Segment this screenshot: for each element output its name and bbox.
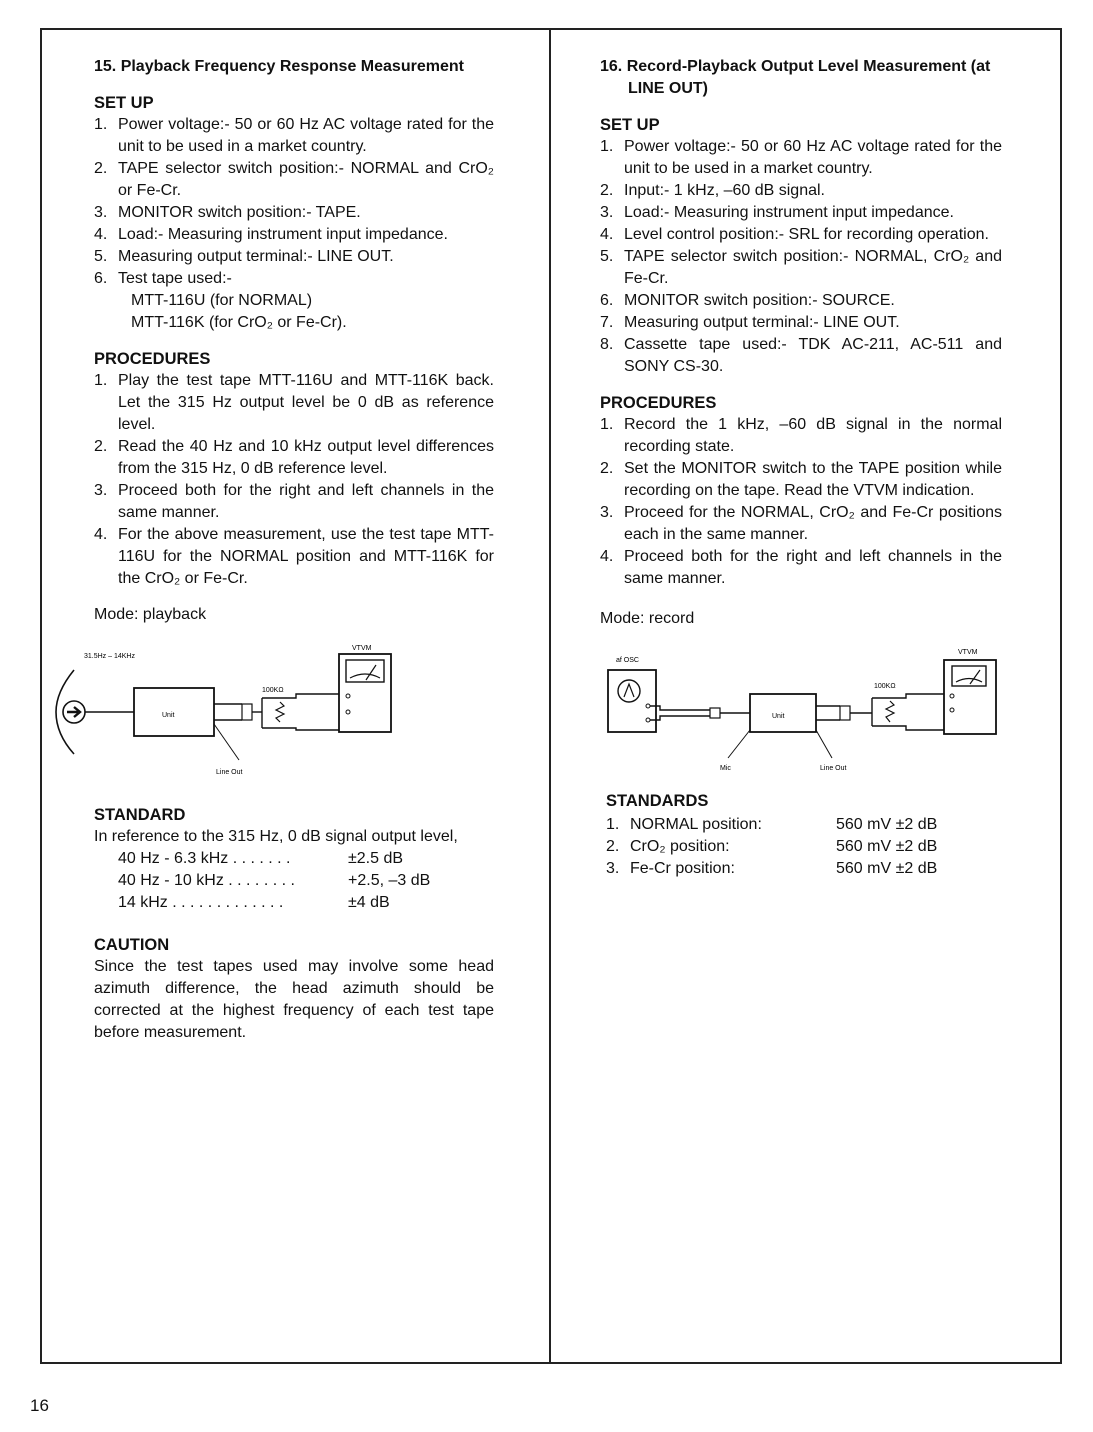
left-setup-item-text: Power voltage:- 50 or 60 Hz AC voltage rated for the unit to be used in a market country. — [118, 116, 494, 155]
left-procedure-item — [94, 480, 494, 524]
standard-range: 14 kHz . . . . . . . . . . . . . — [118, 894, 284, 911]
right-procedure-item-text: Set the MONITOR switch to the TAPE position while recording on the tape. Read the VTVM indication. — [624, 460, 1002, 499]
left-mode: Mode: playback — [94, 606, 207, 623]
test-tape-1: MTT-116U (for NORMAL) — [131, 292, 313, 309]
right-setup-item-number: 1. — [600, 138, 614, 155]
right-procedure-item-number: 1. — [600, 416, 614, 433]
standards-row-value: 560 mV ±2 dB — [836, 860, 938, 877]
left-setup-item-number: 4. — [94, 226, 108, 243]
standards-row — [606, 858, 1002, 880]
left-procedure-item-number: 2. — [94, 438, 108, 455]
right-setup-item — [600, 136, 1002, 180]
right-procedure-item-text: Record the 1 kHz, –60 dB signal in the normal recording state. — [624, 416, 1002, 455]
right-setup-item-number: 8. — [600, 336, 614, 353]
right-setup-item-text: Power voltage:- 50 or 60 Hz AC voltage rated for the unit to be used in a market country. — [624, 138, 1002, 177]
column-divider — [549, 28, 551, 1364]
right-setup-item-text: Level control position:- SRL for recording operation. — [624, 226, 989, 243]
right-procedure-item-number: 4. — [600, 548, 614, 565]
right-procedure-item — [600, 502, 1002, 546]
right-procedure-item-number: 3. — [600, 504, 614, 521]
right-setup-item — [600, 246, 1002, 290]
left-setup-item-text: Measuring output terminal:- LINE OUT. — [118, 248, 394, 265]
page-number: 16 — [30, 1396, 49, 1415]
standards-table — [600, 814, 1002, 880]
left-procedures-heading: PROCEDURES — [94, 350, 211, 368]
standard-range: 40 Hz - 6.3 kHz . . . . . . . — [118, 850, 291, 867]
vtvm-box — [339, 654, 391, 732]
standards-row-label: CrO₂ position: — [630, 838, 730, 855]
test-tape-2: MTT-116K (for CrO₂ or Fe-Cr). — [131, 314, 347, 331]
left-setup-item — [94, 158, 494, 202]
section-16-title: 16. Record-Playback Output Level Measurement (at LINE OUT) — [600, 58, 991, 97]
osc-label: af OSC — [616, 657, 639, 664]
left-setup-item-number: 3. — [94, 204, 108, 221]
right-setup-item-number: 4. — [600, 226, 614, 243]
left-setup-item-number: 6. — [94, 270, 108, 287]
right-setup-item-text: Load:- Measuring instrument input impedance. — [624, 204, 954, 221]
left-setup-item-number: 5. — [94, 248, 108, 265]
left-procedure-item-number: 3. — [94, 482, 108, 499]
left-column — [84, 56, 494, 1044]
left-setup-item-text: MONITOR switch position:- TAPE. — [118, 204, 361, 221]
standards-row-label: Fe-Cr position: — [630, 860, 735, 877]
standard-range: 40 Hz - 10 kHz . . . . . . . . — [118, 872, 295, 889]
left-procedure-item — [94, 524, 494, 590]
right-setup-item-number: 6. — [600, 292, 614, 309]
left-setup-item-number: 1. — [94, 116, 108, 133]
meter-face-icon — [346, 660, 384, 682]
right-procedures-heading: PROCEDURES — [600, 394, 717, 412]
mic-label: Mic — [720, 765, 731, 772]
right-setup-item-text: MONITOR switch position:- SOURCE. — [624, 292, 895, 309]
meter-face-icon-right — [952, 666, 986, 686]
left-procedure-item-text: Play the test tape MTT-116U and MTT-116K back. Let the 315 Hz output level be 0 dB as reference level. — [118, 372, 494, 433]
left-setup-item — [94, 114, 494, 158]
unit-label-right: Unit — [772, 713, 785, 720]
standards-row — [606, 836, 1002, 858]
resistor-label-right: 100KΩ — [874, 683, 896, 690]
right-setup-item-number: 7. — [600, 314, 614, 331]
resistor-label: 100KΩ — [262, 687, 284, 694]
playback-diagram — [34, 632, 494, 792]
playback-diagram-svg — [34, 632, 454, 792]
standard-value: ±2.5 dB — [348, 850, 404, 867]
right-setup-item-number: 5. — [600, 248, 614, 265]
standard-row — [118, 892, 494, 914]
left-setup-item — [94, 268, 494, 290]
right-setup-item-number: 2. — [600, 182, 614, 199]
left-procedure-item-text: For the above measurement, use the test tape MTT-116U for the NORMAL position and MTT-116K for the CrO₂ or Fe-Cr. — [118, 526, 494, 587]
left-setup-item-text: Test tape used:- — [118, 270, 232, 287]
right-mode: Mode: record — [600, 610, 695, 627]
right-procedure-item-text: Proceed for the NORMAL, CrO₂ and Fe-Cr positions each in the same manner. — [624, 504, 1002, 543]
left-setup-item — [94, 246, 494, 268]
right-procedure-item — [600, 414, 1002, 458]
left-procedure-item-text: Read the 40 Hz and 10 kHz output level differences from the 315 Hz, 0 dB reference level. — [118, 438, 494, 477]
left-procedure-item — [94, 436, 494, 480]
standard-row — [118, 870, 494, 892]
line-out-label: Line Out — [216, 769, 243, 776]
standard-value: +2.5, –3 dB — [348, 872, 431, 889]
resistor-symbol — [276, 702, 284, 722]
right-procedure-item — [600, 546, 1002, 590]
right-procedure-item — [600, 458, 1002, 502]
right-setup-item — [600, 334, 1002, 378]
left-procedure-item — [94, 370, 494, 436]
vtvm-label-right: VTVM — [958, 649, 978, 656]
right-column — [600, 56, 1002, 880]
left-procedure-item-number: 1. — [94, 372, 108, 389]
vtvm-label: VTVM — [352, 645, 372, 652]
unit-label: Unit — [162, 712, 175, 719]
right-setup-item — [600, 290, 1002, 312]
right-setup-item-text: Input:- 1 kHz, –60 dB signal. — [624, 182, 825, 199]
record-diagram-svg — [600, 634, 1002, 784]
standard-intro: In reference to the 315 Hz, 0 dB signal output level, — [94, 828, 458, 845]
standard-rows — [94, 848, 494, 914]
left-setup-item-text: TAPE selector switch position:- NORMAL and CrO₂ or Fe-Cr. — [118, 160, 494, 199]
caution-text: Since the test tapes used may involve some head azimuth difference, the head azimuth should be corrected at the highest frequency of each test tape before measurement. — [94, 958, 494, 1041]
resistor-symbol-right — [886, 701, 894, 722]
caution-heading: CAUTION — [94, 936, 170, 954]
left-procedures-list — [94, 370, 494, 590]
standards-heading: STANDARDS — [606, 792, 709, 810]
right-setup-item — [600, 202, 1002, 224]
standards-row — [606, 814, 1002, 836]
left-procedure-item-number: 4. — [94, 526, 108, 543]
left-setup-heading: SET UP — [94, 94, 154, 112]
left-procedure-item-text: Proceed both for the right and left channels in the same manner. — [118, 482, 494, 521]
right-procedures-list — [600, 414, 1002, 590]
right-setup-item-text: TAPE selector switch position:- NORMAL, CrO₂ and Fe-Cr. — [624, 248, 1002, 287]
right-setup-item-number: 3. — [600, 204, 614, 221]
right-setup-item-text: Cassette tape used:- TDK AC-211, AC-511 and SONY CS-30. — [624, 336, 1002, 375]
right-setup-item — [600, 180, 1002, 202]
right-setup-item-text: Measuring output terminal:- LINE OUT. — [624, 314, 900, 331]
left-setup-item — [94, 202, 494, 224]
left-setup-list — [94, 114, 494, 290]
left-setup-item-number: 2. — [94, 160, 108, 177]
standards-row-value: 560 mV ±2 dB — [836, 816, 938, 833]
standards-row-label: NORMAL position: — [630, 816, 762, 833]
left-setup-item-text: Load:- Measuring instrument input impedance. — [118, 226, 448, 243]
arrow-right-icon — [67, 707, 80, 717]
standard-value: ±4 dB — [348, 894, 390, 911]
standard-heading: STANDARD — [94, 806, 186, 824]
standard-row — [118, 848, 494, 870]
right-procedure-item-text: Proceed both for the right and left channels in the same manner. — [624, 548, 1002, 587]
range-label: 31.5Hz – 14KHz — [84, 653, 135, 660]
standards-row-number: 3. — [606, 860, 620, 877]
section-15-title: 15. Playback Frequency Response Measurement — [94, 58, 464, 75]
right-setup-heading: SET UP — [600, 116, 660, 134]
right-setup-list — [600, 136, 1002, 378]
right-setup-item — [600, 224, 1002, 246]
standards-row-number: 1. — [606, 816, 620, 833]
record-diagram — [600, 634, 1002, 784]
right-procedure-item-number: 2. — [600, 460, 614, 477]
standards-row-value: 560 mV ±2 dB — [836, 838, 938, 855]
right-setup-item — [600, 312, 1002, 334]
line-out-label-right: Line Out — [820, 765, 847, 772]
left-setup-item — [94, 224, 494, 246]
standards-row-number: 2. — [606, 838, 620, 855]
